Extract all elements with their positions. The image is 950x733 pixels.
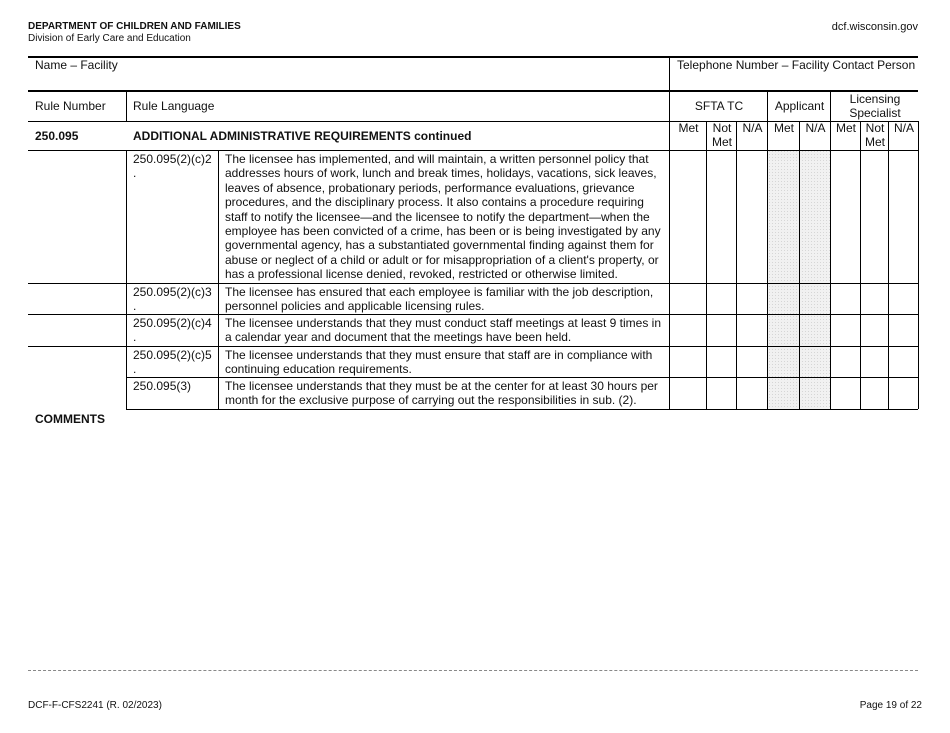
section-bottom-rule [28, 150, 918, 151]
rule-number-text: 250.095(2)(c)3 [133, 285, 212, 299]
sfta-met-label: Met [678, 121, 699, 135]
section-title: ADDITIONAL ADMINISTRATIVE REQUIREMENTS continued [133, 129, 472, 143]
rule-number [133, 285, 212, 314]
rule-number-suffix: . [133, 166, 137, 181]
licensing-specialist-header [831, 92, 919, 121]
col-divider [767, 91, 768, 409]
specialist-label: Specialist [849, 106, 901, 121]
rule-language: The licensee has ensured that each employee is familiar with the job description, personnel policies and applicable licensing rules. [225, 285, 654, 314]
not-text: Not [865, 121, 885, 135]
col-divider [860, 121, 861, 409]
row-rule [28, 346, 918, 347]
met-text: Met [711, 135, 732, 150]
met-text: Met [864, 135, 885, 150]
col-divider [799, 121, 800, 409]
ls-na-label: N/A [893, 121, 914, 135]
table-bottom-rule [126, 409, 918, 410]
rule-number-suffix: . [133, 330, 137, 345]
ls-met-label: Met [835, 121, 856, 135]
applicant-header: Applicant [774, 99, 825, 113]
rule-number-suffix: . [133, 362, 137, 377]
rule-number-suffix: . [133, 299, 137, 314]
col-divider [888, 121, 889, 409]
not-text: Not [712, 121, 732, 135]
col-divider [706, 121, 707, 409]
facility-phone-label: Telephone Number – Facility Contact Person [677, 58, 916, 72]
rule-language-header: Rule Language [133, 99, 215, 113]
rule-number-header: Rule Number [35, 99, 106, 113]
col-divider [918, 121, 919, 409]
form-id: DCF-F-CFS2241 (R. 02/2023) [28, 700, 162, 711]
rule-number-text: 250.095(2)(c)5 [133, 348, 212, 362]
col-divider [126, 150, 127, 409]
rule-number-text: 250.095(2)(c)4 [133, 316, 212, 330]
footer-divider [28, 670, 918, 671]
page-header [28, 21, 241, 45]
rule-language: The licensee understands that they must ensure that staff are in compliance with continuing education requirements. [225, 348, 653, 377]
col-divider [126, 91, 127, 121]
col-divider [736, 121, 737, 409]
col-divider [218, 150, 219, 409]
sfta-na-label: N/A [742, 121, 763, 135]
division-name: Division of Early Care and Education [28, 33, 191, 44]
section-number: 250.095 [35, 129, 79, 143]
rule-language: The licensee understands that they must conduct staff meetings at least 9 times in a calendar year and document that the meetings have been held. [225, 316, 662, 345]
website-link[interactable]: dcf.wisconsin.gov [831, 21, 918, 33]
facility-name-label: Name – Facility [35, 58, 118, 72]
row-rule [28, 283, 918, 284]
rule-number: 250.095(3) [133, 379, 192, 393]
comments-label: COMMENTS [35, 412, 105, 426]
rule-language: The licensee has implemented, and will maintain, a written personnel policy that addresses hours of work, lunch and break times, holidays, vacations, sick leaves, leaves of absence, probationary periods, performance evaluations, grievance procedures, and the disciplinary process. It also contains a procedure requiring staff to notify the licensee—and the licensee to notify the department—when the employee has been convicted of a crime, has been or is being investigated by any governmental agency, has a substantiated governmental finding against them for abuse or neglect of a child or adult or for misappropriation of a client's property, or has a professional license denied, revoked, restricted or otherwise limited. [225, 152, 661, 282]
row-rule [28, 314, 918, 315]
facility-bottom-rule [28, 90, 918, 92]
rule-number [133, 316, 212, 345]
applicant-na-label: N/A [805, 121, 826, 135]
row-rule [126, 377, 918, 378]
page-number: Page 19 of 22 [859, 700, 922, 711]
col-divider [669, 91, 670, 409]
ls-not-met-label [861, 121, 889, 150]
sfta-not-met-label [707, 121, 737, 150]
licensing-label: Licensing [849, 92, 901, 106]
facility-divider [669, 57, 670, 91]
rule-number-text: 250.095(2)(c)2 [133, 152, 212, 166]
department-name: DEPARTMENT OF CHILDREN AND FAMILIES [28, 21, 241, 32]
applicant-met-label: Met [773, 121, 794, 135]
rule-language: The licensee understands that they must be at the center for at least 30 hours per month for the exclusive purpose of carrying out the responsibilities in sub. (2). [225, 379, 658, 408]
rule-number [133, 348, 212, 377]
rule-number [133, 152, 212, 181]
sfta-tc-header: SFTA TC [694, 99, 744, 113]
col-divider [830, 91, 831, 409]
